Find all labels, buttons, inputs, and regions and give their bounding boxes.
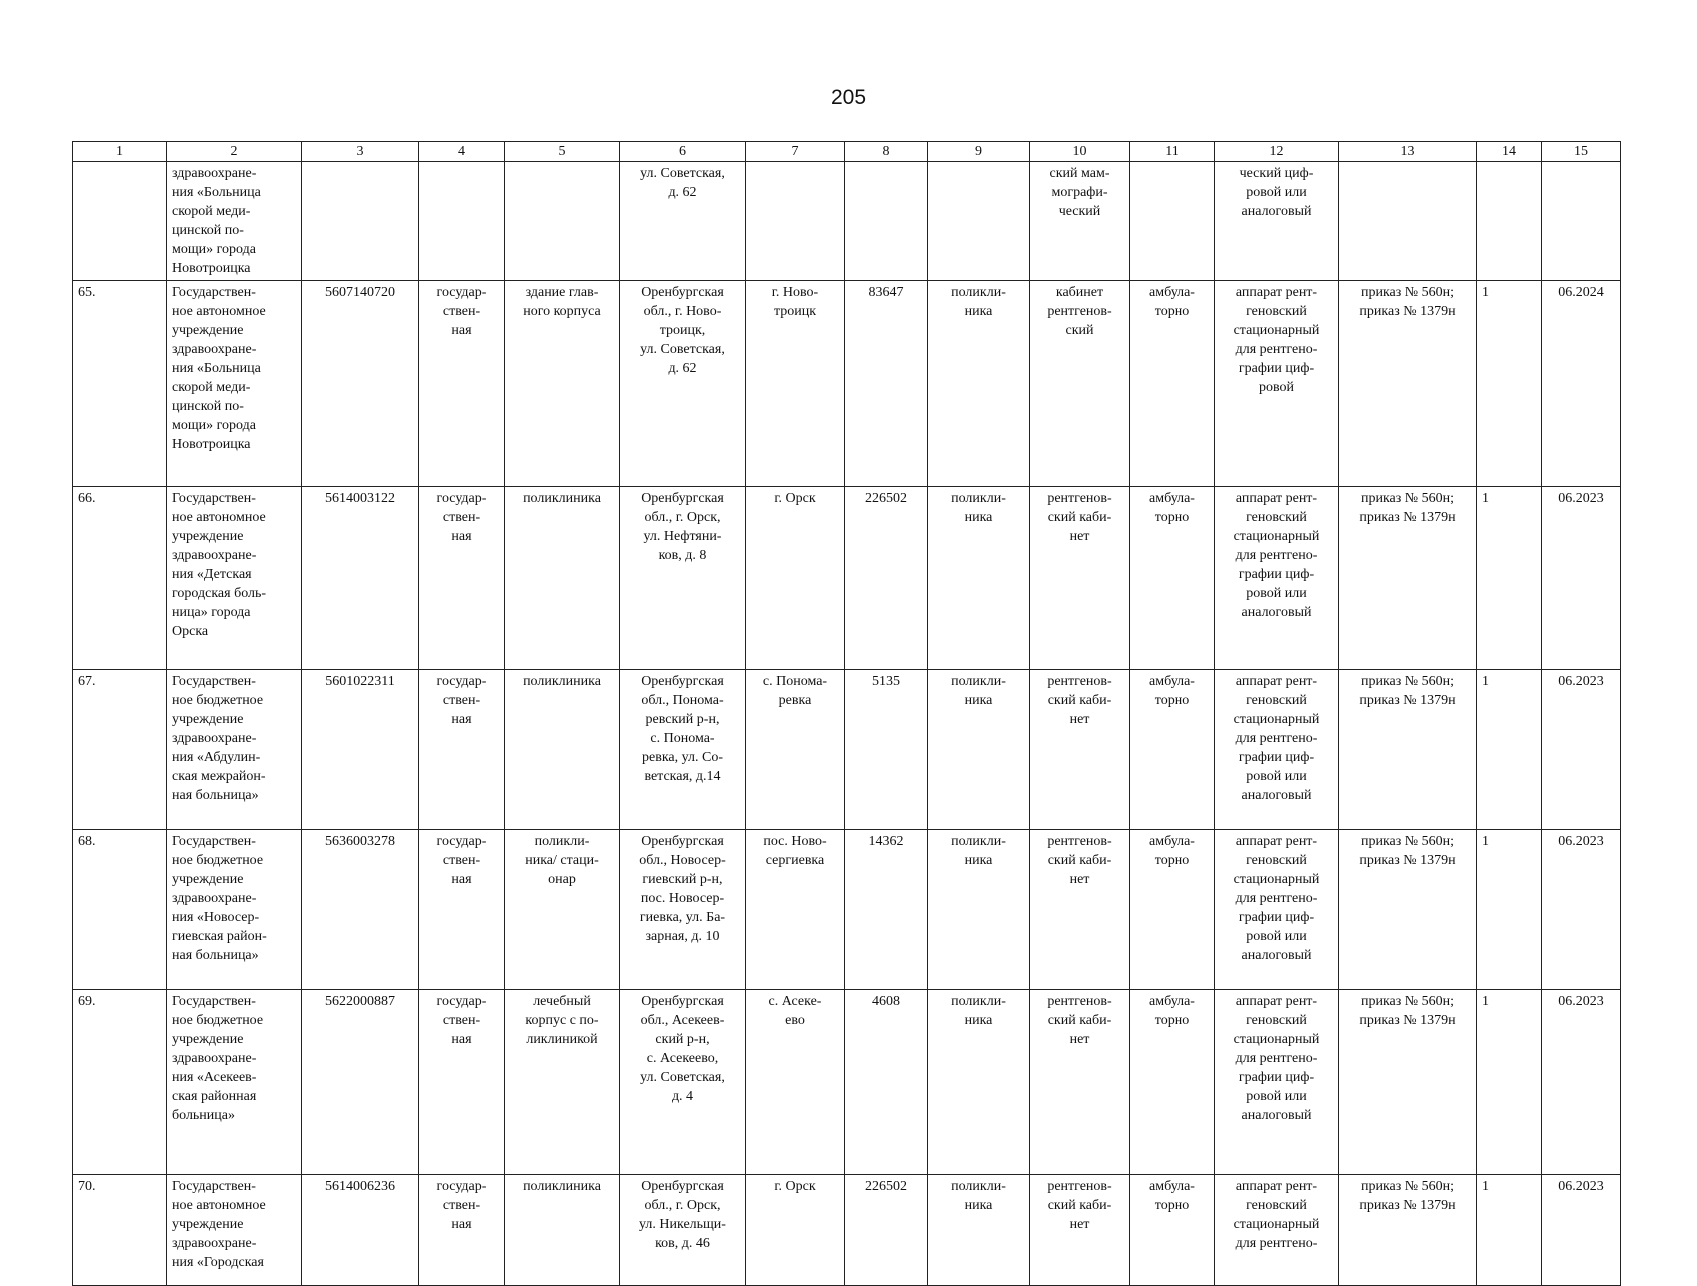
column-number: 6: [620, 142, 746, 162]
cell-building: поликлиника: [505, 1175, 620, 1286]
cell-room: рентгенов- ский каби- нет: [1030, 830, 1130, 990]
cell-ownership-form: государ- ствен- ная: [419, 670, 505, 830]
cell-date: 06.2023: [1542, 830, 1621, 990]
cell-organization: здравоохране- ния «Больница скорой меди- цинской по- мощи» города Новотроицка: [167, 162, 302, 281]
cell-quantity: 1: [1477, 487, 1542, 670]
cell-empty: [73, 162, 167, 281]
cell-locality: пос. Ново- сергиевка: [746, 830, 845, 990]
column-number: 12: [1215, 142, 1339, 162]
cell-organization: Государствен- ное автономное учреждение здравоохране- ния «Городская: [167, 1175, 302, 1286]
cell-building: поликли- ника/ стаци- онар: [505, 830, 620, 990]
cell-empty: [1339, 162, 1477, 281]
cell-date: 06.2023: [1542, 670, 1621, 830]
cell-basis: приказ № 560н; приказ № 1379н: [1339, 1175, 1477, 1286]
cell-empty: [419, 162, 505, 281]
column-number: 11: [1130, 142, 1215, 162]
cell-room: рентгенов- ский каби- нет: [1030, 990, 1130, 1175]
cell-organization: Государствен- ное бюджетное учреждение здравоохране- ния «Асекеев- ская районная больница»: [167, 990, 302, 1175]
cell-row-number: 70.: [73, 1175, 167, 1286]
column-number: 7: [746, 142, 845, 162]
table-row: [73, 281, 1621, 487]
cell-building: лечебный корпус с по- ликлиникой: [505, 990, 620, 1175]
cell-basis: приказ № 560н; приказ № 1379н: [1339, 281, 1477, 487]
cell-address: Оренбургская обл., г. Орск, ул. Никельщи- ков, д. 46: [620, 1175, 746, 1286]
cell-address: Оренбургская обл., Понома- ревский р-н, с. Понома- ревка, ул. Со- ветская, д.14: [620, 670, 746, 830]
cell-basis: приказ № 560н; приказ № 1379н: [1339, 487, 1477, 670]
cell-empty: [1542, 162, 1621, 281]
cell-mode: амбула- торно: [1130, 990, 1215, 1175]
cell-room: рентгенов- ский каби- нет: [1030, 487, 1130, 670]
table-row: [73, 487, 1621, 670]
cell-organization: Государствен- ное бюджетное учреждение здравоохране- ния «Абдулин- ская межрайон- ная больница»: [167, 670, 302, 830]
cell-population: 14362: [845, 830, 928, 990]
cell-row-number: 66.: [73, 487, 167, 670]
cell-quantity: 1: [1477, 670, 1542, 830]
cell-room: рентгенов- ский каби- нет: [1030, 1175, 1130, 1286]
cell-organization: Государствен- ное автономное учреждение здравоохране- ния «Детская городская боль- ница» города Орска: [167, 487, 302, 670]
register-table: [72, 141, 1621, 1286]
cell-facility-type: поликли- ника: [928, 1175, 1030, 1286]
cell-facility-type: поликли- ника: [928, 990, 1030, 1175]
cell-empty: [928, 162, 1030, 281]
cell-empty: [505, 162, 620, 281]
cell-apparatus: аппарат рент- геновский стационарный для рентгено-: [1215, 1175, 1339, 1286]
cell-ownership-form: государ- ствен- ная: [419, 281, 505, 487]
column-number: 5: [505, 142, 620, 162]
cell-apparatus: ческий циф- ровой или аналоговый: [1215, 162, 1339, 281]
cell-population: 226502: [845, 1175, 928, 1286]
cell-quantity: 1: [1477, 990, 1542, 1175]
column-number: 13: [1339, 142, 1477, 162]
cell-apparatus: аппарат рент- геновский стационарный для рентгено- графии циф- ровой или аналоговый: [1215, 990, 1339, 1175]
cell-inn: 5614003122: [302, 487, 419, 670]
cell-row-number: 69.: [73, 990, 167, 1175]
cell-facility-type: поликли- ника: [928, 830, 1030, 990]
column-number: 15: [1542, 142, 1621, 162]
cell-facility-type: поликли- ника: [928, 487, 1030, 670]
cell-population: 4608: [845, 990, 928, 1175]
cell-row-number: 67.: [73, 670, 167, 830]
column-number: 1: [73, 142, 167, 162]
cell-address: ул. Советская, д. 62: [620, 162, 746, 281]
cell-address: Оренбургская обл., Новосер- гиевский р-н, пос. Новосер- гиевка, ул. Ба- зарная, д. 10: [620, 830, 746, 990]
cell-inn: 5607140720: [302, 281, 419, 487]
cell-quantity: 1: [1477, 281, 1542, 487]
cell-date: 06.2023: [1542, 990, 1621, 1175]
column-number: 2: [167, 142, 302, 162]
cell-facility-type: поликли- ника: [928, 281, 1030, 487]
cell-quantity: 1: [1477, 830, 1542, 990]
table-row: [73, 1175, 1621, 1286]
cell-facility-type: поликли- ника: [928, 670, 1030, 830]
cell-empty: [746, 162, 845, 281]
column-number: 10: [1030, 142, 1130, 162]
column-number: 3: [302, 142, 419, 162]
cell-ownership-form: государ- ствен- ная: [419, 1175, 505, 1286]
cell-apparatus: аппарат рент- геновский стационарный для рентгено- графии циф- ровой или аналоговый: [1215, 487, 1339, 670]
table-row-continuation: [73, 162, 1621, 281]
cell-address: Оренбургская обл., Асекеев- ский р-н, с. Асекеево, ул. Советская, д. 4: [620, 990, 746, 1175]
cell-population: 5135: [845, 670, 928, 830]
cell-locality: г. Ново- троицк: [746, 281, 845, 487]
cell-mode: амбула- торно: [1130, 281, 1215, 487]
cell-room: кабинет рентгенов- ский: [1030, 281, 1130, 487]
cell-address: Оренбургская обл., г. Орск, ул. Нефтяни- ков, д. 8: [620, 487, 746, 670]
cell-population: 83647: [845, 281, 928, 487]
cell-room: ский мам- мографи- ческий: [1030, 162, 1130, 281]
column-number: 4: [419, 142, 505, 162]
cell-apparatus: аппарат рент- геновский стационарный для рентгено- графии циф- ровой или аналоговый: [1215, 830, 1339, 990]
column-number: 8: [845, 142, 928, 162]
cell-mode: амбула- торно: [1130, 670, 1215, 830]
cell-organization: Государствен- ное автономное учреждение здравоохране- ния «Больница скорой меди- цинской по- мощи» города Новотроицка: [167, 281, 302, 487]
table-row: [73, 990, 1621, 1175]
cell-locality: г. Орск: [746, 1175, 845, 1286]
cell-basis: приказ № 560н; приказ № 1379н: [1339, 670, 1477, 830]
cell-population: 226502: [845, 487, 928, 670]
cell-mode: амбула- торно: [1130, 487, 1215, 670]
cell-ownership-form: государ- ствен- ная: [419, 990, 505, 1175]
cell-ownership-form: государ- ствен- ная: [419, 487, 505, 670]
cell-building: здание глав- ного корпуса: [505, 281, 620, 487]
cell-row-number: 65.: [73, 281, 167, 487]
cell-apparatus: аппарат рент- геновский стационарный для рентгено- графии циф- ровой: [1215, 281, 1339, 487]
page-number: 205: [830, 86, 867, 109]
column-number: 14: [1477, 142, 1542, 162]
cell-building: поликлиника: [505, 487, 620, 670]
table-row: [73, 830, 1621, 990]
cell-basis: приказ № 560н; приказ № 1379н: [1339, 830, 1477, 990]
cell-mode: амбула- торно: [1130, 830, 1215, 990]
cell-locality: с. Понома- ревка: [746, 670, 845, 830]
cell-locality: г. Орск: [746, 487, 845, 670]
cell-empty: [1477, 162, 1542, 281]
column-number-row: [73, 142, 1621, 162]
cell-mode: амбула- торно: [1130, 1175, 1215, 1286]
cell-organization: Государствен- ное бюджетное учреждение здравоохране- ния «Новосер- гиевская район- ная больница»: [167, 830, 302, 990]
cell-building: поликлиника: [505, 670, 620, 830]
column-number: 9: [928, 142, 1030, 162]
cell-room: рентгенов- ский каби- нет: [1030, 670, 1130, 830]
cell-quantity: 1: [1477, 1175, 1542, 1286]
cell-address: Оренбургская обл., г. Ново- троицк, ул. Советская, д. 62: [620, 281, 746, 487]
cell-empty: [302, 162, 419, 281]
cell-basis: приказ № 560н; приказ № 1379н: [1339, 990, 1477, 1175]
cell-inn: 5636003278: [302, 830, 419, 990]
cell-inn: 5601022311: [302, 670, 419, 830]
cell-date: 06.2023: [1542, 487, 1621, 670]
cell-ownership-form: государ- ствен- ная: [419, 830, 505, 990]
cell-apparatus: аппарат рент- геновский стационарный для рентгено- графии циф- ровой или аналоговый: [1215, 670, 1339, 830]
cell-row-number: 68.: [73, 830, 167, 990]
cell-date: 06.2023: [1542, 1175, 1621, 1286]
cell-empty: [845, 162, 928, 281]
cell-empty: [1130, 162, 1215, 281]
cell-inn: 5622000887: [302, 990, 419, 1175]
cell-date: 06.2024: [1542, 281, 1621, 487]
table-row: [73, 670, 1621, 830]
cell-inn: 5614006236: [302, 1175, 419, 1286]
cell-locality: с. Асеке- ево: [746, 990, 845, 1175]
